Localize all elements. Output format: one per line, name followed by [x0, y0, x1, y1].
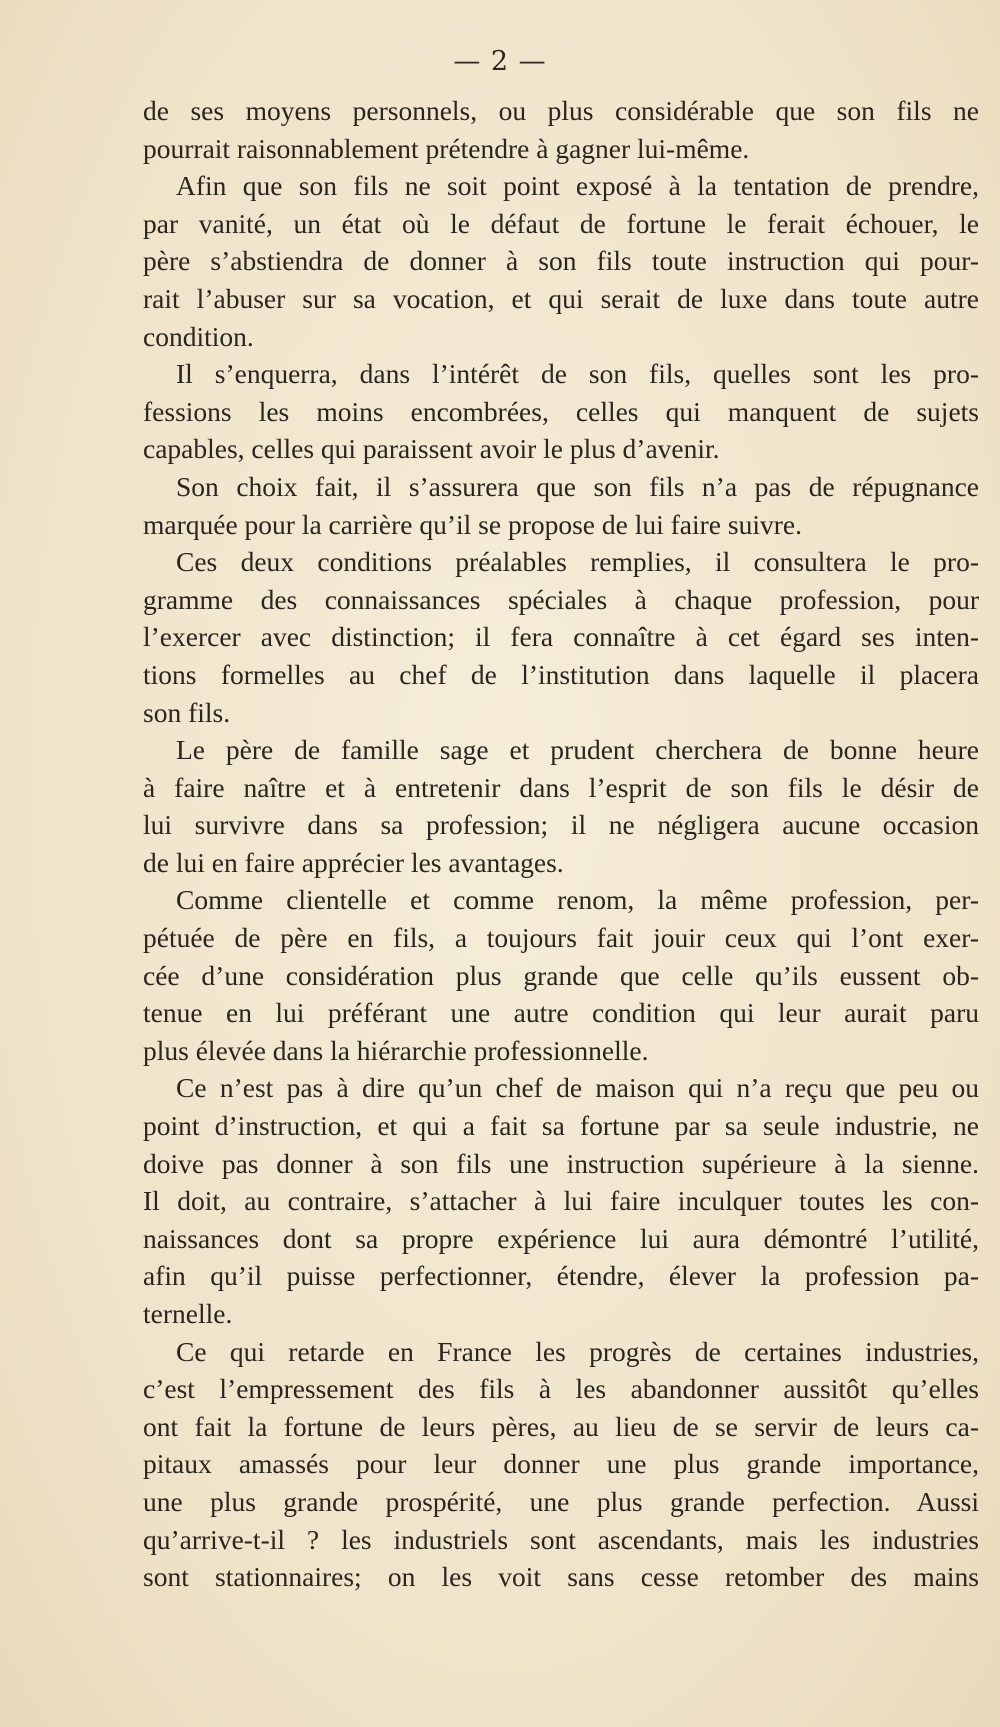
- text-line: capables, celles qui paraissent avoir le plus d’avenir.: [143, 433, 720, 465]
- text-line: Son choix fait, il s’assurera que son fils n’a pas de répugnance: [176, 470, 979, 502]
- text-line: point d’instruction, et qui a fait sa fortune par sa seule industrie, ne: [143, 1110, 979, 1142]
- text-line: pourrait raisonnablement prétendre à gagner lui-même.: [143, 132, 750, 164]
- text-line: l’exercer avec distinction; il fera connaître à cet égard ses inten-: [143, 621, 979, 653]
- text-line: sont stationnaires; on les voit sans cesse retomber des mains: [143, 1561, 979, 1593]
- text-line: Ce qui retarde en France les progrès de certaines industries,: [176, 1335, 979, 1367]
- text-line: afin qu’il puisse perfectionner, étendre, élever la profession pa-: [143, 1260, 979, 1292]
- text-line: de lui en faire apprécier les avantages.: [143, 846, 564, 878]
- text-line: à faire naître et à entretenir dans l’esprit de son fils le désir de: [143, 771, 979, 803]
- text-line: de ses moyens personnels, ou plus considérable que son fils ne: [143, 95, 979, 126]
- text-line: père s’abstiendra de donner à son fils toute instruction qui pour-: [143, 245, 979, 277]
- text-line: Ce n’est pas à dire qu’un chef de maison qui n’a reçu que peu ou: [176, 1072, 979, 1104]
- text-line: ternelle.: [143, 1298, 233, 1329]
- text-line: gramme des connaissances spéciales à chaque profession, pour: [143, 583, 979, 615]
- text-line: Comme clientelle et comme renom, la même profession, per-: [176, 884, 979, 916]
- text-line: Il s’enquerra, dans l’intérêt de son fils, quelles sont les pro-: [176, 358, 979, 390]
- text-line: une plus grande prospérité, une plus grande perfection. Aussi: [143, 1485, 979, 1517]
- text-line: marquée pour la carrière qu’il se propose de lui faire suivre.: [143, 508, 802, 540]
- text-line: lui survivre dans sa profession; il ne négligera aucune occasion: [143, 809, 979, 841]
- text-line: tions formelles au chef de l’institution dans laquelle il placera: [143, 658, 979, 690]
- text-line: tenue en lui préférant une autre condition qui leur aurait paru: [143, 997, 979, 1029]
- text-line: cée d’une considération plus grande que celle qu’ils eussent ob-: [143, 959, 979, 991]
- text-line: condition.: [143, 320, 254, 352]
- text-line: pétuée de père en fils, a toujours fait jouir ceux qui l’ont exer-: [143, 922, 979, 954]
- text-line: rait l’abuser sur sa vocation, et qui serait de luxe dans toute autre: [143, 282, 979, 314]
- text-line: c’est l’empressement des fils à les abandonner aussitôt qu’elles: [143, 1373, 979, 1405]
- text-line: plus élevée dans la hiérarchie professionnelle.: [143, 1034, 649, 1066]
- text-line: Il doit, au contraire, s’attacher à lui faire inculquer toutes les con-: [143, 1185, 979, 1217]
- text-line: fessions les moins encombrées, celles qui manquent de sujets: [143, 395, 979, 427]
- text-line: Ces deux conditions préalables remplies, il consultera le pro-: [176, 546, 979, 578]
- text-line: Afin que son fils ne soit point exposé à la tentation de prendre,: [176, 170, 979, 202]
- text-line: doive pas donner à son fils une instruction supérieure à la sienne.: [143, 1147, 979, 1179]
- text-line: qu’arrive-t-il ? les industriels sont ascendants, mais les industries: [143, 1523, 979, 1555]
- text-line: pitaux amassés pour leur donner une plus grande importance,: [143, 1448, 979, 1480]
- text-line: naissances dont sa propre expérience lui aura démontré l’utilité,: [143, 1222, 979, 1254]
- text-line: par vanité, un état où le défaut de fortune le ferait échouer, le: [143, 207, 979, 239]
- text-line: son fils.: [143, 696, 231, 728]
- text-line: Le père de famille sage et prudent cherchera de bonne heure: [176, 734, 979, 766]
- page-number: — 2 —: [453, 46, 547, 77]
- page-body-text: [143, 92, 979, 1596]
- text-line: ont fait la fortune de leurs pères, au lieu de se servir de leurs ca-: [143, 1410, 979, 1442]
